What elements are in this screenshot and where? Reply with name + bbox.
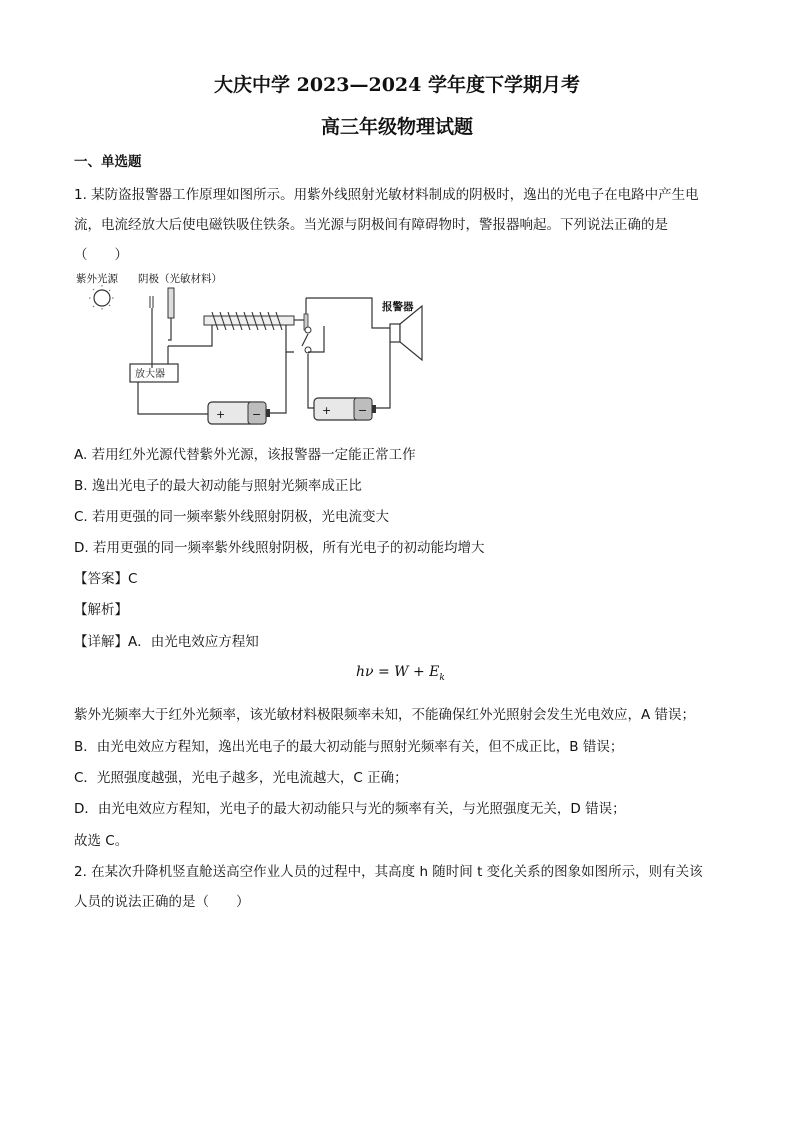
q1-option-b: B. 逸出光电子的最大初动能与照射光频率成正比 — [74, 478, 362, 494]
q1-detail — [74, 630, 259, 650]
analysis-label: 【解析】 — [74, 602, 128, 618]
uv-lamp-icon — [89, 285, 115, 311]
electromagnet-coil — [212, 312, 282, 330]
answer-value: C — [128, 571, 138, 587]
cathode-label: 阴极（光敏材料） — [138, 273, 222, 285]
q1-explanation-c: C．光照强度越强，光电子越多，光电流越大，C 正确； — [74, 770, 408, 786]
page-subtitle: 高三年级物理试题 — [320, 116, 473, 138]
alarm-label: 报警器 — [382, 301, 414, 313]
battery-1 — [208, 402, 270, 424]
electromagnet-core — [204, 316, 294, 325]
amplifier-label: 放大器 — [135, 369, 165, 380]
photoelectric-equation: $h\nu = W + E_k$ — [356, 664, 445, 683]
q1-option-a: A. 若用红外光源代替紫外光源，该报警器一定能正常工作 — [74, 447, 416, 463]
uv-source-label: 紫外光源 — [76, 273, 118, 285]
page-title: 大庆中学 2023—2024 学年度下学期月考 — [214, 74, 580, 96]
battery-2 — [314, 398, 376, 420]
q1-explanation-d: D．由光电效应方程知，光电子的最大初动能只与光的频率有关，与光照强度无关，D 错误； — [74, 801, 626, 817]
q1-stem-line-3: （ ） — [74, 247, 128, 263]
relay-switch-arm — [302, 334, 308, 346]
svg-text:−: − — [358, 404, 368, 417]
answer-label: 【答案】 — [74, 571, 128, 587]
q1-option-d: D. 若用更强的同一频率紫外线照射阴极，所有光电子的初动能均增大 — [74, 540, 485, 556]
q1-explanation-b: B．由光电效应方程知，逸出光电子的最大初动能与照射光频率有关，但不成正比，B 错误； — [74, 739, 624, 755]
q1-conclusion: 故选 C。 — [74, 833, 129, 849]
detail-a: A．由光电效应方程知 — [128, 634, 259, 650]
q1-answer — [74, 567, 137, 587]
cathode-plate — [168, 288, 174, 318]
section-heading: 一、单选题 — [74, 154, 142, 170]
svg-text:+: + — [216, 408, 226, 421]
relay-contact-upper — [305, 327, 311, 333]
q1-stem-line-1: 1. 某防盗报警器工作原理如图所示。用紫外线照射光敏材料制成的阴极时，逸出的光电子在电路中产生电 — [74, 187, 699, 203]
q1-circuit-figure — [72, 268, 438, 428]
q1-option-c: C. 若用更强的同一频率紫外线照射阴极，光电流变大 — [74, 509, 390, 525]
q1-explanation-a: 紫外光频率大于红外光频率，该光敏材料极限频率未知，不能确保红外光照射会发生光电效应，A 错误； — [74, 707, 696, 723]
detail-label: 【详解】 — [74, 634, 128, 650]
svg-text:+: + — [322, 404, 332, 417]
q1-stem-line-2: 流，电流经放大后使电磁铁吸住铁条。当光源与阴极间有障碍物时，警报器响起。下列说法正确的是 — [74, 217, 668, 233]
q2-stem-line-1: 2. 在某次升降机竖直舱送高空作业人员的过程中，其高度 h 随时间 t 变化关系的图象如图所示，则有关该 — [74, 864, 703, 880]
alarm-speaker-icon — [390, 306, 422, 360]
q2-stem-line-2: 人员的说法正确的是（ ） — [74, 894, 250, 910]
svg-text:−: − — [252, 408, 262, 421]
